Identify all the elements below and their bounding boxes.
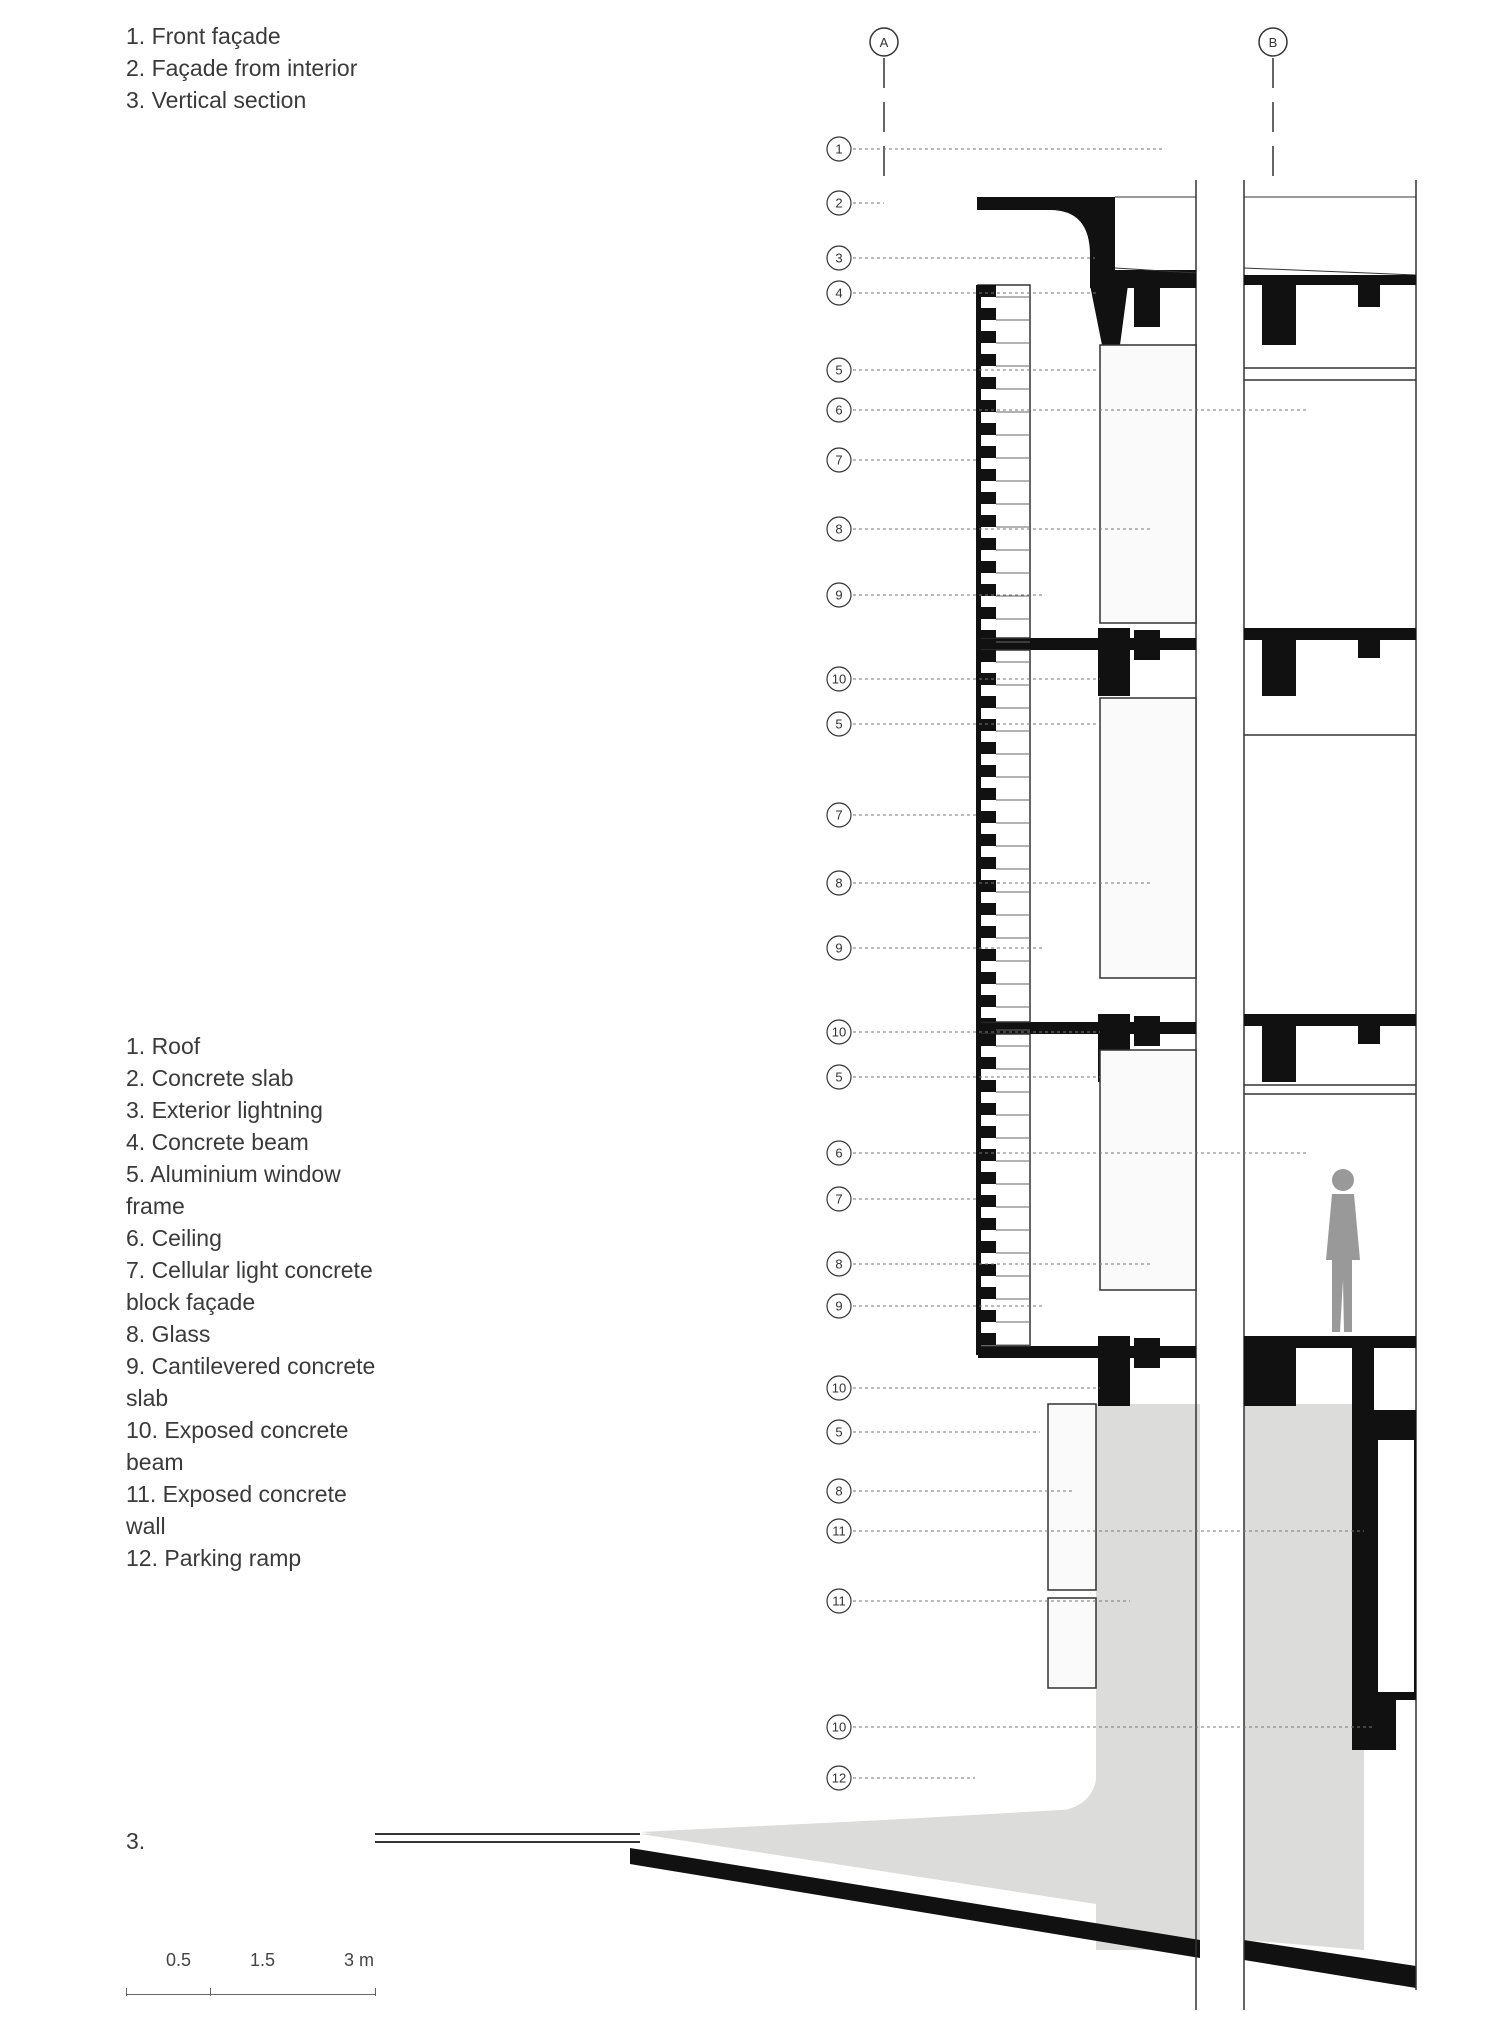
callout-number: 7: [835, 807, 843, 823]
callout-number: 8: [835, 521, 843, 537]
callout-number: 11: [832, 1593, 846, 1609]
axis-markers: [870, 28, 1287, 190]
drawing-list-item: 2. Façade from interior: [126, 55, 358, 81]
callout-number: 9: [835, 587, 843, 603]
legend-item: 12. Parking ramp: [126, 1545, 302, 1571]
callout-number: 11: [832, 1523, 846, 1539]
legend-item: 1. Roof: [126, 1033, 201, 1059]
callout-number: 9: [835, 1298, 843, 1314]
callout-number: 5: [835, 362, 843, 378]
callout-number: 12: [831, 1770, 847, 1786]
axis-label: A: [879, 35, 889, 50]
callout-number: 10: [831, 671, 847, 687]
legend-item: 4. Concrete beam: [126, 1129, 309, 1155]
legend-item: 8. Glass: [126, 1321, 211, 1347]
axis-label: B: [1268, 35, 1278, 50]
callout-number: 5: [835, 716, 843, 732]
callout-number: 1: [835, 141, 843, 157]
legend-item: 9. Cantilevered concrete slab: [126, 1353, 376, 1411]
scale-label: 0.5: [166, 1950, 192, 1970]
callout-number: 7: [835, 452, 843, 468]
callout-number: 8: [835, 1256, 843, 1272]
callout-number: 10: [831, 1719, 847, 1735]
legend-item: 11. Exposed concrete wall: [126, 1481, 347, 1539]
legend-item: 10. Exposed concrete beam: [126, 1417, 349, 1475]
callout-number: 4: [835, 285, 843, 301]
section-label: 3.: [126, 1828, 146, 1854]
person-silhouette: [1326, 1169, 1360, 1332]
legend-item: 6. Ceiling: [126, 1225, 222, 1251]
callout-number: 2: [835, 195, 843, 211]
callout-number: 5: [835, 1424, 843, 1440]
callout-number: 3: [835, 250, 843, 266]
callout-number: 6: [835, 1145, 843, 1161]
callout-number: 10: [831, 1380, 847, 1396]
callout-number: 8: [835, 1483, 843, 1499]
callout-number: 10: [831, 1024, 847, 1040]
scale-label: 1.5: [250, 1950, 276, 1970]
drawing-list-item: 1. Front façade: [126, 23, 281, 49]
callout-number: 5: [835, 1069, 843, 1085]
basement-wall: [1372, 1410, 1416, 1700]
callout-number: 8: [835, 875, 843, 891]
legend-item: 5. Aluminium window frame: [126, 1161, 341, 1219]
block-facade: [976, 285, 1030, 1355]
callout-number: 9: [835, 940, 843, 956]
legend-item: 2. Concrete slab: [126, 1065, 294, 1091]
ceilings: [1244, 368, 1416, 1094]
drawing-list-item: 3. Vertical section: [126, 87, 307, 113]
legend-item: 3. Exterior lightning: [126, 1097, 323, 1123]
callout-number: 7: [835, 1191, 843, 1207]
callout-number: 6: [835, 402, 843, 418]
scale-label: 3 m: [344, 1950, 375, 1970]
legend-item: 7. Cellular light concrete block façade: [126, 1257, 373, 1315]
